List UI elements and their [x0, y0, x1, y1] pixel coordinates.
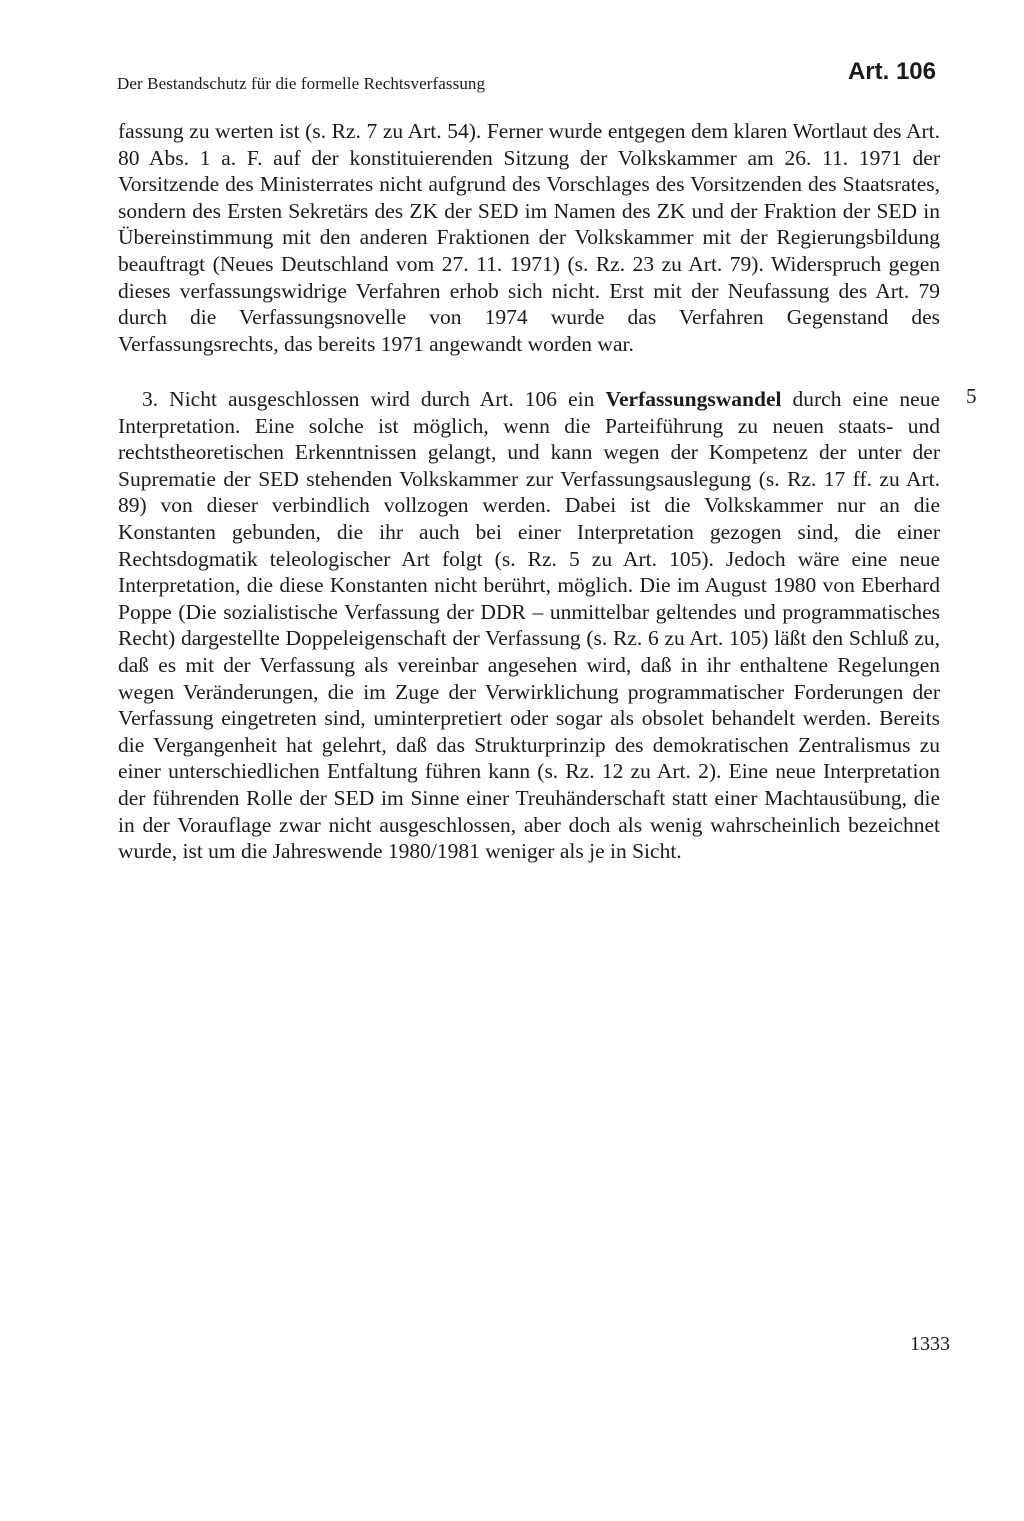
paragraph-verfassungswandel [118, 386, 940, 865]
page-number: 1333 [910, 1333, 950, 1355]
paragraph-emphasis: Verfassungswandel [605, 387, 782, 411]
article-number: Art. 106 [847, 58, 936, 85]
paragraph-continued: fassung zu werten ist (s. Rz. 7 zu Art. 54). Ferner wurde entgegen dem klaren Wortlaut des Art. 80 Abs. 1 a. F. auf der konstituierenden Sitzung der Volkskammer am 26. 11. 1971 der Vorsitzende des Ministerrates nicht aufgrund des Vorschlages des Vorsitzenden des Staatsrates, sondern des Ersten Sekretärs des ZK der SED im Namen des ZK und der Fraktion der SED in Übereinstimmung mit den anderen Fraktionen der Volkskammer mit der Regierungsbildung beauftragt (Neues Deutschland vom 27. 11. 1971) (s. Rz. 23 zu Art. 79). Widerspruch gegen dieses verfassungswidrige Verfahren erhob sich nicht. Erst mit der Neufassung des Art. 79 durch die Verfassungsnovelle von 1974 wurde das Verfahren Gegenstand des Verfassungsrechts, das bereits 1971 angewandt worden war. [118, 119, 940, 356]
paragraph-body: durch eine neue Interpretation. Eine solche ist möglich, wenn die Parteiführung zu neuen staats- und rechtstheoretischen Erkenntnissen gelangt, und kann wegen der Kompetenz der unter der Suprematie der SED stehenden Volkskammer zur Verfassungsauslegung (s. Rz. 17 ff. zu Art. 89) von dieser verbindlich vollzogen werden. Dabei ist die Volkskammer nur an die Konstanten gebunden, die ihr auch bei einer Interpretation gezogen sind, die einer Rechtsdogmatik teleologischer Art folgt (s. Rz. 5 zu Art. 105). Jedoch wäre eine neue Interpretation, die diese Konstanten nicht berührt, möglich. Die im August 1980 von Eberhard Poppe (Die sozialistische Verfassung der DDR – unmittelbar geltendes und programmatisches Recht) dargestellte Doppeleigenschaft der Verfassung (s. Rz. 6 zu Art. 105) läßt den Schluß zu, daß es mit der Verfassung als vereinbar angesehen wird, daß in ihr enthaltene Regelungen wegen Veränderungen, die im Zuge der Verwirklichung programmatischer Forderungen der Verfassung eingetreten sind, uminterpretiert oder sogar als obsolet behandelt werden. Bereits die Vergangenheit hat gelehrt, daß das Strukturprinzip des demokratischen Zentralismus zu einer unterschiedlichen Entfaltung führen kann (s. Rz. 12 zu Art. 2). Eine neue Interpretation der führenden Rolle der SED im Sinne einer Treuhänderschaft statt einer Machtausübung, die in der Vorauflage zwar nicht ausgeschlossen, aber doch als wenig wahrscheinlich bezeichnet wurde, ist um die Jahreswende 1980/1981 weniger als je in Sicht. [118, 387, 940, 864]
paragraph-lead: 3. Nicht ausgeschlossen wird durch Art. 106 ein [142, 387, 606, 411]
running-head-title: Der Bestandschutz für die formelle Rechtsverfassung [117, 74, 486, 93]
margin-number: 5 [966, 384, 977, 408]
